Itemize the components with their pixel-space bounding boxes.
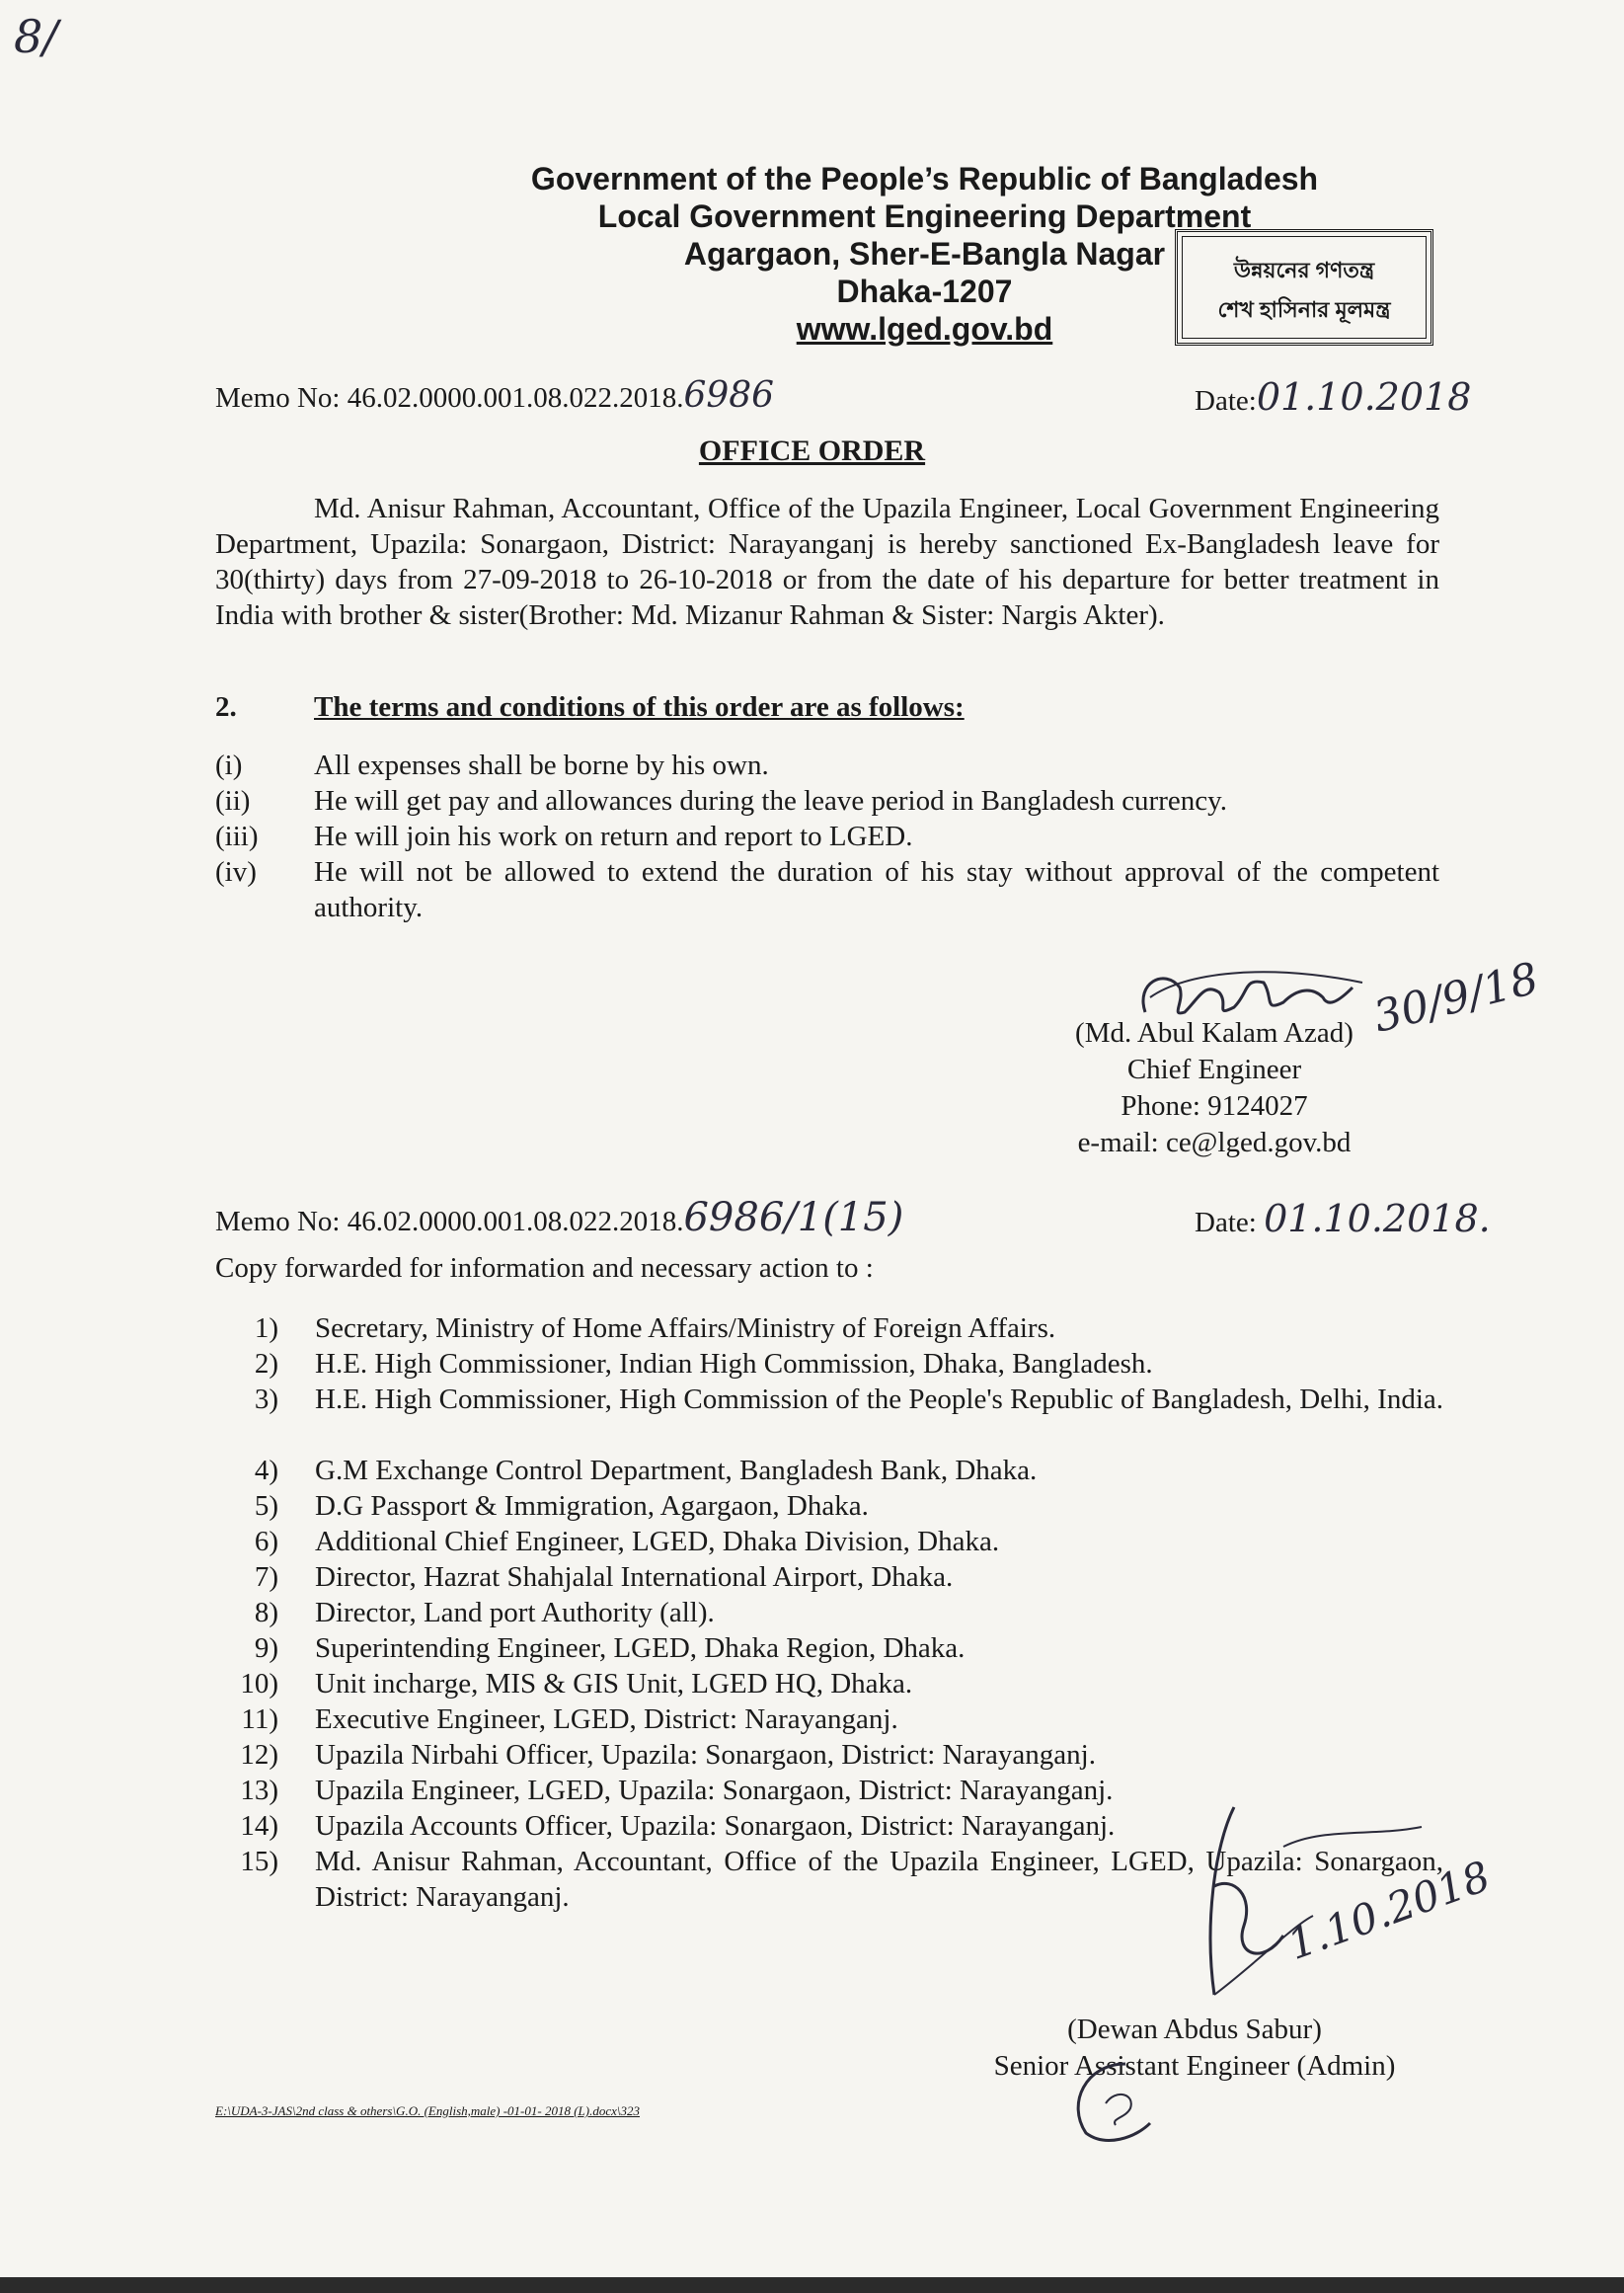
list-item-number: (i): [215, 750, 243, 781]
signatory-2-designation: Senior Assistant Engineer (Admin): [993, 2050, 1396, 2082]
list-item: [215, 819, 1439, 854]
memo-date-1: [1195, 375, 1471, 419]
file-path-footer: E:\UDA-3-JAS\2nd class & others\G.O. (English,male) -01-01- 2018 (L).docx\323: [215, 2103, 641, 2118]
memo-line-2: [215, 1195, 903, 1240]
memo-line-1: [215, 375, 774, 416]
memo-number-handwritten: 6986/1(15): [683, 1195, 904, 1240]
list-item-text: Executive Engineer, LGED, District: Narayanganj.: [315, 1703, 898, 1735]
list-item-number: (ii): [215, 785, 251, 817]
list-item: [215, 854, 1439, 925]
list-item-number: 1): [254, 1312, 278, 1344]
header-website[interactable]: www.lged.gov.bd: [796, 311, 1053, 347]
signatory-2-name: (Dewan Abdus Sabur): [1067, 2014, 1322, 2045]
scan-bottom-edge: [0, 2277, 1624, 2293]
list-item-text: G.M Exchange Control Department, Bangladesh Bank, Dhaka.: [315, 1455, 1038, 1486]
page-title: OFFICE ORDER: [698, 435, 926, 467]
terms-section-number: 2.: [215, 691, 237, 723]
header-government: Government of the People’s Republic of Bangladesh: [530, 161, 1319, 197]
signature-date-1: 30/9/18: [1368, 953, 1544, 1043]
signatory-1-name: (Md. Abul Kalam Azad): [1075, 1017, 1353, 1049]
header-address: Agargaon, Sher-E-Bangla Nagar: [683, 236, 1166, 272]
list-item-text: Secretary, Ministry of Home Affairs/Ministry of Foreign Affairs.: [315, 1312, 1056, 1344]
list-item-number: 13): [240, 1775, 278, 1806]
memo-date-handwritten: 01.10.2018.: [1264, 1197, 1491, 1240]
list-item-text: Additional Chief Engineer, LGED, Dhaka Division, Dhaka.: [315, 1526, 1000, 1557]
list-item-number: 8): [254, 1597, 278, 1628]
list-item-text: Director, Hazrat Shahjalal International Airport, Dhaka.: [315, 1561, 954, 1593]
list-item: [215, 748, 1439, 783]
signature-date-2: 1.10.2018: [1281, 1851, 1497, 1970]
list-item-text: Md. Anisur Rahman, Accountant, Office of the Upazila Engineer, LGED, Upazila: Sonargaon, District: Narayanganj.: [315, 1846, 1443, 1913]
list-item-number: 7): [254, 1561, 278, 1593]
list-item-text: Upazila Engineer, LGED, Upazila: Sonargaon, District: Narayanganj.: [315, 1775, 1114, 1806]
list-item-number: 12): [240, 1739, 278, 1771]
signatory-2-block: [948, 2012, 1441, 2085]
memo-date-handwritten: 01.10.2018: [1256, 375, 1472, 419]
signatory-1-block: [1066, 1015, 1362, 1161]
memo-number-handwritten: 6986: [683, 375, 775, 416]
slogan-line-1: উন্নয়নের গণতন্ত্র: [1233, 258, 1375, 282]
signatory-1-designation: Chief Engineer: [1126, 1054, 1302, 1085]
list-item-text: Unit incharge, MIS & GIS Unit, LGED HQ, Dhaka.: [315, 1668, 913, 1700]
copy-forward-intro: Copy forwarded for information and necessary action to :: [215, 1252, 874, 1284]
list-item-text: All expenses shall be borne by his own.: [314, 750, 769, 781]
list-item-number: (iv): [215, 856, 257, 888]
memo-date-label: Date:: [1195, 385, 1257, 417]
list-item-number: 2): [254, 1348, 278, 1380]
header-department: Local Government Engineering Department: [597, 198, 1252, 234]
list-item-text: He will get pay and allowances during the leave period in Bangladesh currency.: [314, 785, 1227, 817]
list-item-number: (iii): [215, 821, 259, 852]
terms-heading: The terms and conditions of this order are as follows:: [314, 691, 965, 723]
list-item-text: Upazila Nirbahi Officer, Upazila: Sonargaon, District: Narayanganj.: [315, 1739, 1096, 1771]
list-item-number: 6): [254, 1526, 278, 1557]
list-item-text: H.E. High Commissioner, High Commission of the People's Republic of Bangladesh, Delhi, India.: [315, 1384, 1444, 1415]
list-item: [219, 1382, 1443, 1453]
corner-handwritten-mark: 8/: [14, 10, 58, 63]
slogan-line-2: শেখ হাসিনার মূলমন্ত্র: [1217, 297, 1391, 322]
list-item-text: He will not be allowed to extend the duration of his stay without approval of the competent authority.: [314, 856, 1439, 923]
list-item-number: 4): [254, 1455, 278, 1486]
list-item-text: He will join his work on return and report to LGED.: [314, 821, 913, 852]
header-city: Dhaka-1207: [836, 274, 1013, 309]
memo-label: Memo No: 46.02.0000.001.08.022.2018.: [215, 1206, 684, 1237]
memo-date-label: Date:: [1195, 1207, 1257, 1238]
memo-label: Memo No: 46.02.0000.001.08.022.2018.: [215, 382, 684, 414]
list-item-number: 14): [240, 1810, 278, 1842]
slogan-box: [1175, 229, 1433, 346]
list-item-text: Superintending Engineer, LGED, Dhaka Region, Dhaka.: [315, 1632, 966, 1664]
list-item-text: D.G Passport & Immigration, Agargaon, Dhaka.: [315, 1490, 869, 1522]
memo-date-2: [1195, 1197, 1491, 1240]
list-item-number: 11): [241, 1703, 278, 1735]
list-item: [215, 783, 1439, 819]
list-item-number: 15): [240, 1846, 278, 1877]
signatory-1-email[interactable]: e-mail: ce@lged.gov.bd: [1077, 1127, 1352, 1158]
list-item-number: 9): [254, 1632, 278, 1664]
initial-mark: [1056, 2054, 1175, 2153]
signatory-1-phone: Phone: 9124027: [1121, 1090, 1308, 1122]
list-item-number: 3): [254, 1384, 278, 1415]
list-item-text: H.E. High Commissioner, Indian High Commission, Dhaka, Bangladesh.: [315, 1348, 1153, 1380]
order-paragraph: Md. Anisur Rahman, Accountant, Office of the Upazila Engineer, Local Government Engineering Department, Upazila: Sonargaon, District: Narayanganj is hereby sanctioned Ex-Bangladesh leave for 30(thirty) days from 27-09-2018 to 26-10-2018 or from the date of his departure for better treatment in India with brother & sister(Brother: Md. Mizanur Rahman & Sister: Nargis Akter).: [215, 493, 1439, 631]
list-item-number: 5): [254, 1490, 278, 1522]
list-item-text: Director, Land port Authority (all).: [315, 1597, 715, 1628]
list-item-number: 10): [240, 1668, 278, 1700]
list-item-text: Upazila Accounts Officer, Upazila: Sonargaon, District: Narayanganj.: [315, 1810, 1116, 1842]
